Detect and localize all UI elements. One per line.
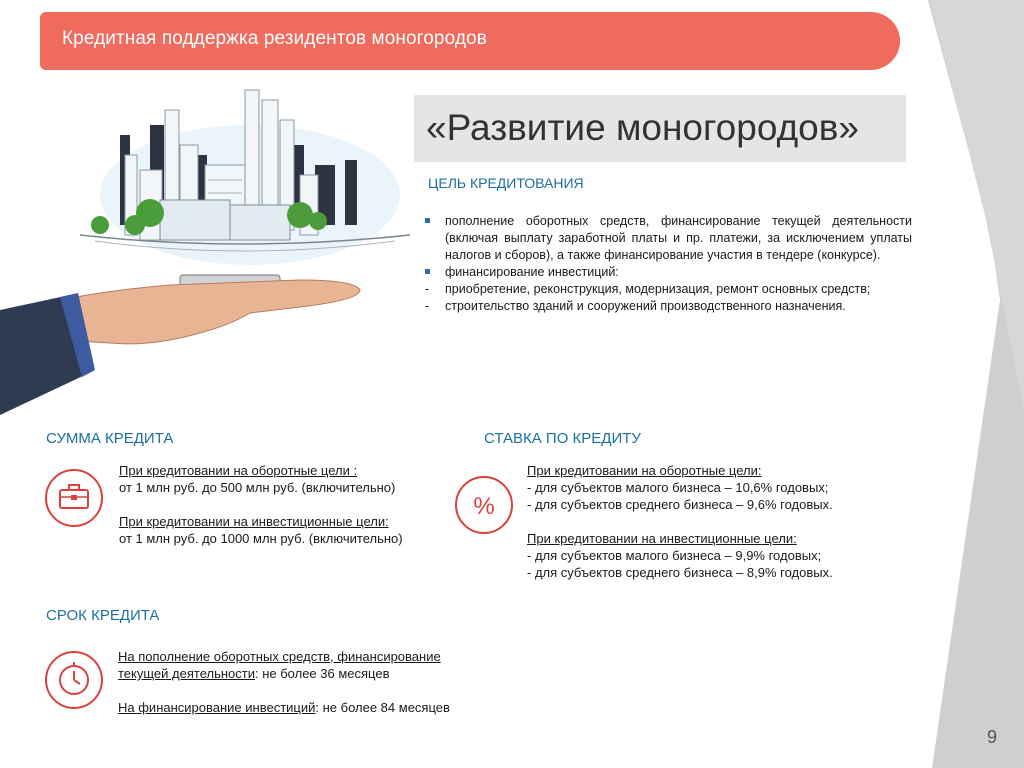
- loan-amount-working-label: При кредитовании на оборотные цели :: [119, 463, 358, 478]
- goal-item-text: строительство зданий и сооружений производственного назначения.: [445, 299, 846, 313]
- header-banner: [40, 12, 900, 70]
- goal-item: [424, 264, 912, 281]
- program-title-box: [414, 95, 906, 162]
- page-number: 9: [987, 727, 998, 747]
- loan-rate-investment-label: При кредитовании на инвестиционные цели:: [527, 531, 797, 546]
- header-title: Кредитная поддержка резидентов моногородов: [62, 28, 487, 49]
- percent-icon: [454, 475, 514, 535]
- bullet-square-icon: [425, 264, 439, 274]
- loan-rate-working-medium: - для субъектов среднего бизнеса – 9,6% годовых.: [527, 497, 833, 512]
- bullet-dash-icon: -: [425, 299, 430, 313]
- goal-item: [424, 298, 912, 315]
- goal-item-text: финансирование инвестиций:: [445, 265, 619, 279]
- loan-amount-investment-label: При кредитовании на инвестиционные цели:: [119, 514, 389, 529]
- loan-term-investment-label: На финансирование инвестиций: [118, 700, 316, 715]
- program-title: «Развитие моногородов»: [426, 107, 859, 148]
- loan-rate-investment-medium: - для субъектов среднего бизнеса – 8,9% годовых.: [527, 565, 833, 580]
- loan-rate-investment-small: - для субъектов малого бизнеса – 9,9% годовых;: [527, 548, 822, 563]
- briefcase-icon: [44, 468, 104, 528]
- loan-term-investment-row: [118, 699, 450, 716]
- loan-amount-working-value: от 1 млн руб. до 500 млн руб. (включительно): [119, 480, 396, 495]
- loan-rate-working-small: - для субъектов малого бизнеса – 10,6% годовых;: [527, 480, 829, 495]
- loan-amount-details: [119, 462, 403, 547]
- loan-rate-details: [527, 462, 833, 581]
- loan-rate-heading: СТАВКА ПО КРЕДИТУ: [484, 430, 641, 447]
- loan-term-investment-value: : не более 84 месяцев: [315, 700, 450, 715]
- goal-item: [424, 213, 912, 264]
- loan-term-working-row: [118, 665, 450, 682]
- bullet-square-icon: [425, 213, 439, 223]
- loan-term-working-label-line1: На пополнение оборотных средств, финансирование: [118, 649, 441, 664]
- goal-heading: ЦЕЛЬ КРЕДИТОВАНИЯ: [428, 175, 584, 191]
- city-in-hand-illustration: [0, 85, 420, 420]
- loan-amount-heading: СУММА КРЕДИТА: [46, 430, 174, 447]
- goal-item-text: пополнение оборотных средств, финансирование текущей деятельности (включая выплату заработной платы и пр. платежи, за исключением уплаты налогов и сборов), а также финансирование участия в тендере (конкурсе).: [445, 214, 912, 262]
- goal-item: [424, 281, 912, 298]
- clock-icon: [44, 650, 104, 710]
- loan-term-heading: СРОК КРЕДИТА: [46, 607, 160, 624]
- loan-amount-investment-value: от 1 млн руб. до 1000 млн руб. (включительно): [119, 531, 403, 546]
- loan-term-details: [118, 648, 450, 716]
- loan-term-working-value: : не более 36 месяцев: [254, 666, 390, 681]
- goal-item-text: приобретение, реконструкция, модернизация, ремонт основных средств;: [445, 282, 871, 296]
- loan-rate-working-label: При кредитовании на оборотные цели:: [527, 463, 762, 478]
- loan-term-working-label-line2: текущей деятельности: [118, 666, 255, 681]
- goal-list: [424, 213, 912, 315]
- percent-icon-glyph: %: [473, 493, 495, 520]
- bullet-dash-icon: -: [425, 282, 430, 296]
